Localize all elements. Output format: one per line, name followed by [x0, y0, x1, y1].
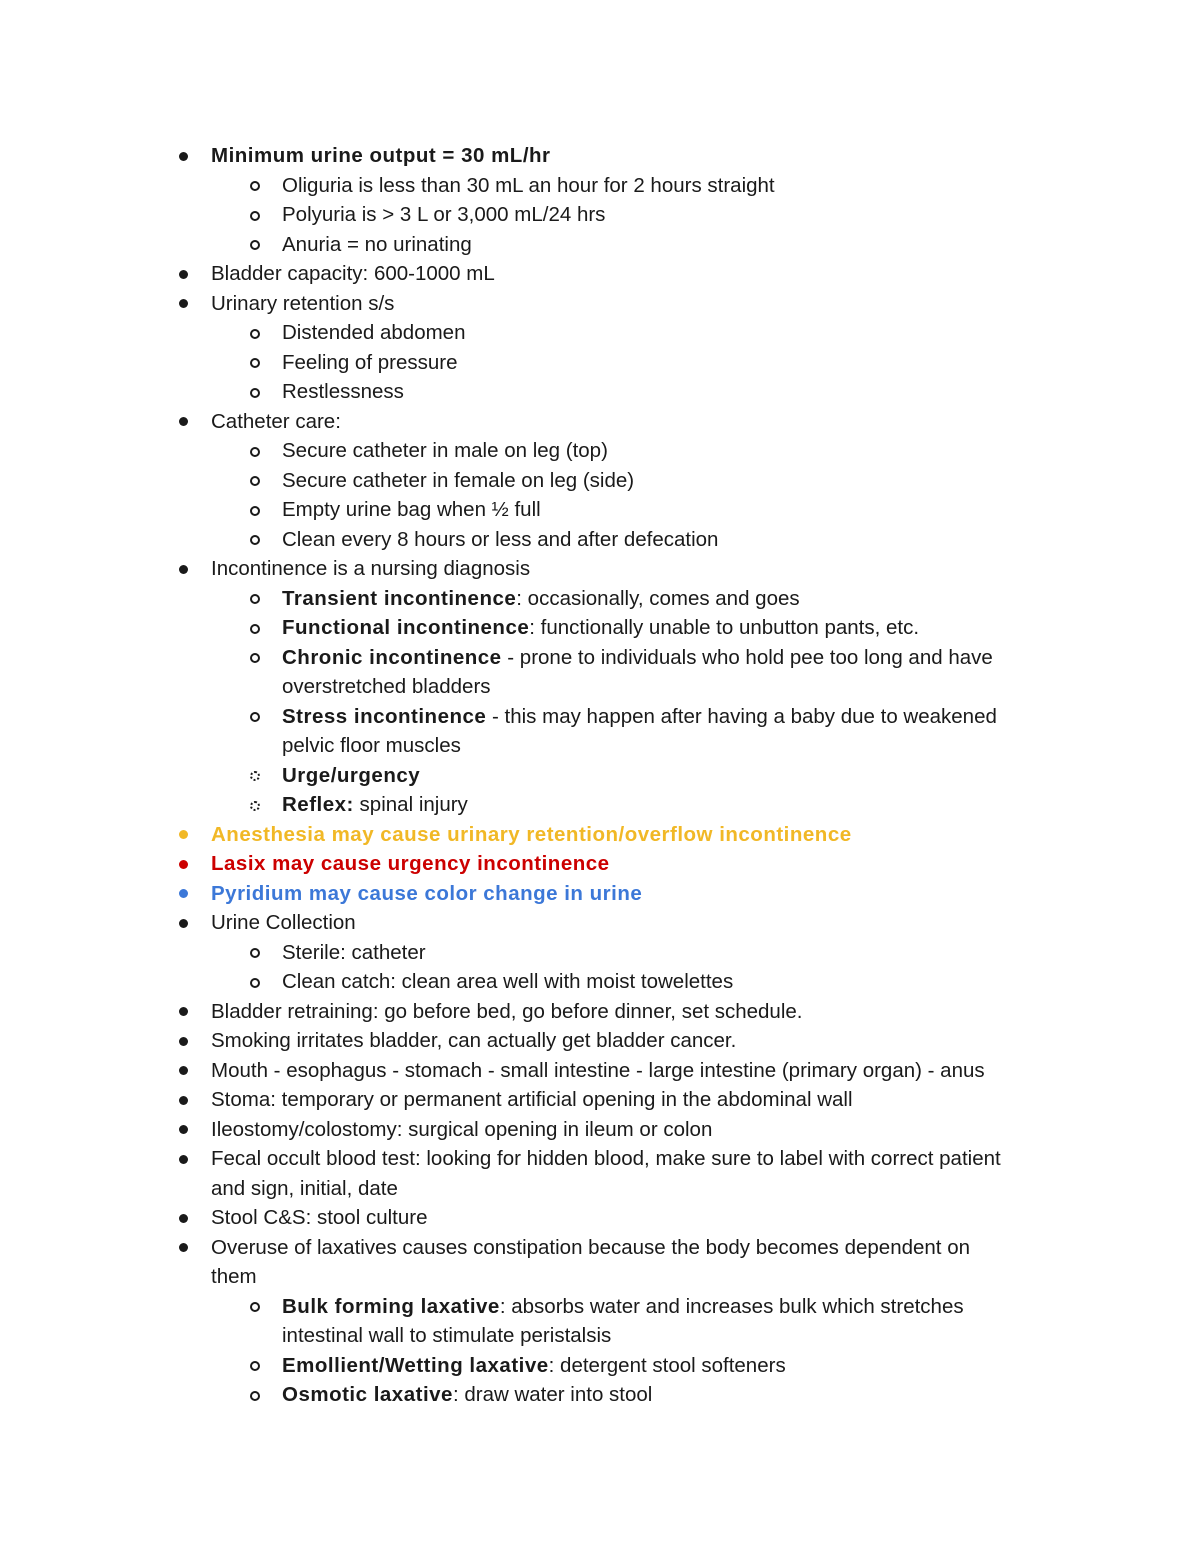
dotted-circle-bullet-icon: [250, 801, 260, 811]
list-item: [211, 997, 803, 1027]
list-item: [282, 495, 541, 525]
item-text: Smoking irritates bladder, can actually get bladder cancer.: [211, 1029, 737, 1052]
dotted-circle-bullet-icon: [250, 771, 260, 781]
list-item: [211, 1203, 428, 1233]
bullet-dot-icon: [179, 889, 188, 898]
circle-bullet-icon: [250, 211, 260, 221]
circle-bullet-icon: [250, 1361, 260, 1371]
list-item: [282, 1351, 786, 1381]
list-item: [211, 1056, 985, 1086]
item-text: Urine Collection: [211, 911, 356, 934]
list-item: [282, 967, 733, 997]
bold-term: Stress incontinence: [282, 704, 487, 728]
list-item: [282, 377, 404, 407]
circle-bullet-icon: [250, 447, 260, 457]
circle-bullet-icon: [250, 535, 260, 545]
item-text: Oliguria is less than 30 mL an hour for 2 hours straight: [282, 173, 775, 197]
list-item: [282, 171, 775, 201]
item-text: Mouth - esophagus - stomach - small intestine - large intestine (primary organ) - anus: [211, 1058, 985, 1082]
list-item: [211, 289, 394, 319]
circle-bullet-icon: [250, 388, 260, 398]
item-text: and sign, initial, date: [211, 1176, 398, 1200]
item-text: Bladder capacity: 600-1000 mL: [211, 262, 495, 285]
item-text: Ileostomy/colostomy: surgical opening in ileum or colon: [211, 1117, 713, 1141]
bullet-dot-icon: [179, 270, 188, 279]
bullet-dot-icon: [179, 299, 188, 308]
bullet-dot-icon: [179, 1037, 188, 1046]
item-text: Incontinence is a nursing diagnosis: [211, 557, 531, 580]
item-text: Restlessness: [282, 380, 404, 403]
list-item: [282, 230, 472, 260]
item-text: Bladder retraining: go before bed, go before dinner, set schedule.: [211, 999, 803, 1023]
bold-term: Reflex:: [282, 793, 354, 816]
circle-bullet-icon: [250, 1302, 260, 1312]
list-item: [282, 584, 800, 614]
list-item-continuation: [282, 1321, 611, 1351]
circle-bullet-icon: [250, 712, 260, 722]
list-item: [282, 318, 466, 348]
list-item: [211, 820, 852, 850]
item-text: : absorbs water and increases bulk which stretches: [499, 1294, 964, 1318]
circle-bullet-icon: [250, 476, 260, 486]
list-item: [282, 938, 426, 968]
circle-bullet-icon: [250, 358, 260, 368]
bullet-dot-icon: [179, 1243, 188, 1252]
item-text: Secure catheter in male on leg (top): [282, 439, 608, 462]
bold-term: Lasix may cause urgency incontinence: [211, 852, 610, 875]
list-item: [282, 525, 718, 555]
list-item: [282, 200, 605, 230]
list-item: [282, 702, 997, 732]
bullet-dot-icon: [179, 565, 188, 574]
item-text: Polyuria is > 3 L or 3,000 mL/24 hrs: [282, 203, 606, 226]
list-item: [211, 1144, 1001, 1174]
item-text: spinal injury: [353, 793, 468, 816]
list-item: [211, 259, 495, 289]
item-text: overstretched bladders: [282, 675, 491, 698]
list-item: [282, 643, 993, 673]
item-text: Secure catheter in female on leg (side): [282, 468, 635, 492]
bullet-dot-icon: [179, 860, 188, 869]
list-item-continuation: [282, 672, 491, 702]
item-text: Clean catch: clean area well with moist towelettes: [282, 970, 734, 993]
list-item: [282, 613, 919, 643]
list-item: [211, 1115, 712, 1145]
circle-bullet-icon: [250, 181, 260, 191]
item-text: Urinary retention s/s: [211, 291, 395, 315]
list-item: [211, 849, 610, 879]
item-text: Fecal occult blood test: looking for hidden blood, make sure to label with correct patient: [211, 1147, 1001, 1170]
list-item: [211, 879, 642, 909]
item-text: Sterile: catheter: [282, 940, 426, 964]
item-text: Stoma: temporary or permanent artificial opening in the abdominal wall: [211, 1088, 853, 1111]
item-text: Distended abdomen: [282, 321, 466, 344]
bold-term: Functional incontinence: [282, 616, 530, 639]
circle-bullet-icon: [250, 506, 260, 516]
list-item: [282, 466, 634, 496]
circle-bullet-icon: [250, 948, 260, 958]
item-text: Overuse of laxatives causes constipation because the body becomes dependent on: [211, 1235, 970, 1259]
list-item: [282, 761, 420, 791]
list-item-continuation: [211, 1174, 398, 1204]
item-text: intestinal wall to stimulate peristalsis: [282, 1324, 612, 1347]
item-text: Feeling of pressure: [282, 350, 458, 374]
circle-bullet-icon: [250, 329, 260, 339]
item-text: Catheter care:: [211, 409, 341, 433]
circle-bullet-icon: [250, 1391, 260, 1401]
list-item-continuation: [282, 731, 461, 761]
list-item: [211, 1026, 736, 1056]
bold-term: Emollient/Wetting laxative: [282, 1353, 549, 1377]
bullet-dot-icon: [179, 1066, 188, 1075]
item-text: them: [211, 1265, 257, 1288]
item-text: Anuria = no urinating: [282, 232, 472, 256]
circle-bullet-icon: [250, 978, 260, 988]
bold-term: Minimum urine output = 30 mL/hr: [211, 144, 551, 167]
item-text: : draw water into stool: [452, 1383, 653, 1406]
bold-term: Anesthesia may cause urinary retention/overflow incontinence: [211, 822, 852, 846]
bullet-dot-icon: [179, 830, 188, 839]
circle-bullet-icon: [250, 240, 260, 250]
circle-bullet-icon: [250, 653, 260, 663]
list-item: [282, 790, 468, 820]
bullet-dot-icon: [179, 1125, 188, 1134]
bold-term: Transient incontinence: [282, 586, 517, 610]
list-item: [282, 1292, 964, 1322]
item-text: : detergent stool softeners: [548, 1353, 786, 1377]
bullet-dot-icon: [179, 417, 188, 426]
bold-term: Bulk forming laxative: [282, 1294, 500, 1318]
circle-bullet-icon: [250, 624, 260, 634]
list-item-continuation: [211, 1262, 257, 1292]
item-text: pelvic floor muscles: [282, 734, 461, 757]
item-text: Stool C&S: stool culture: [211, 1206, 428, 1229]
list-item: [282, 1380, 652, 1410]
item-text: Clean every 8 hours or less and after defecation: [282, 527, 719, 551]
item-text: Empty urine bag when ½ full: [282, 498, 541, 521]
bullet-dot-icon: [179, 1096, 188, 1105]
bullet-dot-icon: [179, 919, 188, 928]
item-text: - this may happen after having a baby due to weakened: [486, 704, 997, 728]
bullet-dot-icon: [179, 1007, 188, 1016]
item-text: - prone to individuals who hold pee too long and have: [501, 645, 993, 669]
list-item: [211, 1233, 970, 1263]
item-text: : occasionally, comes and goes: [516, 586, 800, 610]
bullet-dot-icon: [179, 152, 188, 161]
list-item: [211, 141, 551, 171]
item-text: : functionally unable to unbutton pants, etc.: [529, 616, 920, 639]
bold-term: Osmotic laxative: [282, 1383, 453, 1406]
bold-term: Pyridium may cause color change in urine: [211, 881, 643, 905]
circle-bullet-icon: [250, 594, 260, 604]
list-item: [282, 348, 457, 378]
bold-term: Urge/urgency: [282, 763, 421, 787]
list-item: [211, 554, 530, 584]
list-item: [211, 908, 356, 938]
list-item: [211, 407, 341, 437]
list-item: [282, 436, 608, 466]
list-item: [211, 1085, 853, 1115]
bullet-dot-icon: [179, 1214, 188, 1223]
bullet-dot-icon: [179, 1155, 188, 1164]
bold-term: Chronic incontinence: [282, 645, 502, 669]
